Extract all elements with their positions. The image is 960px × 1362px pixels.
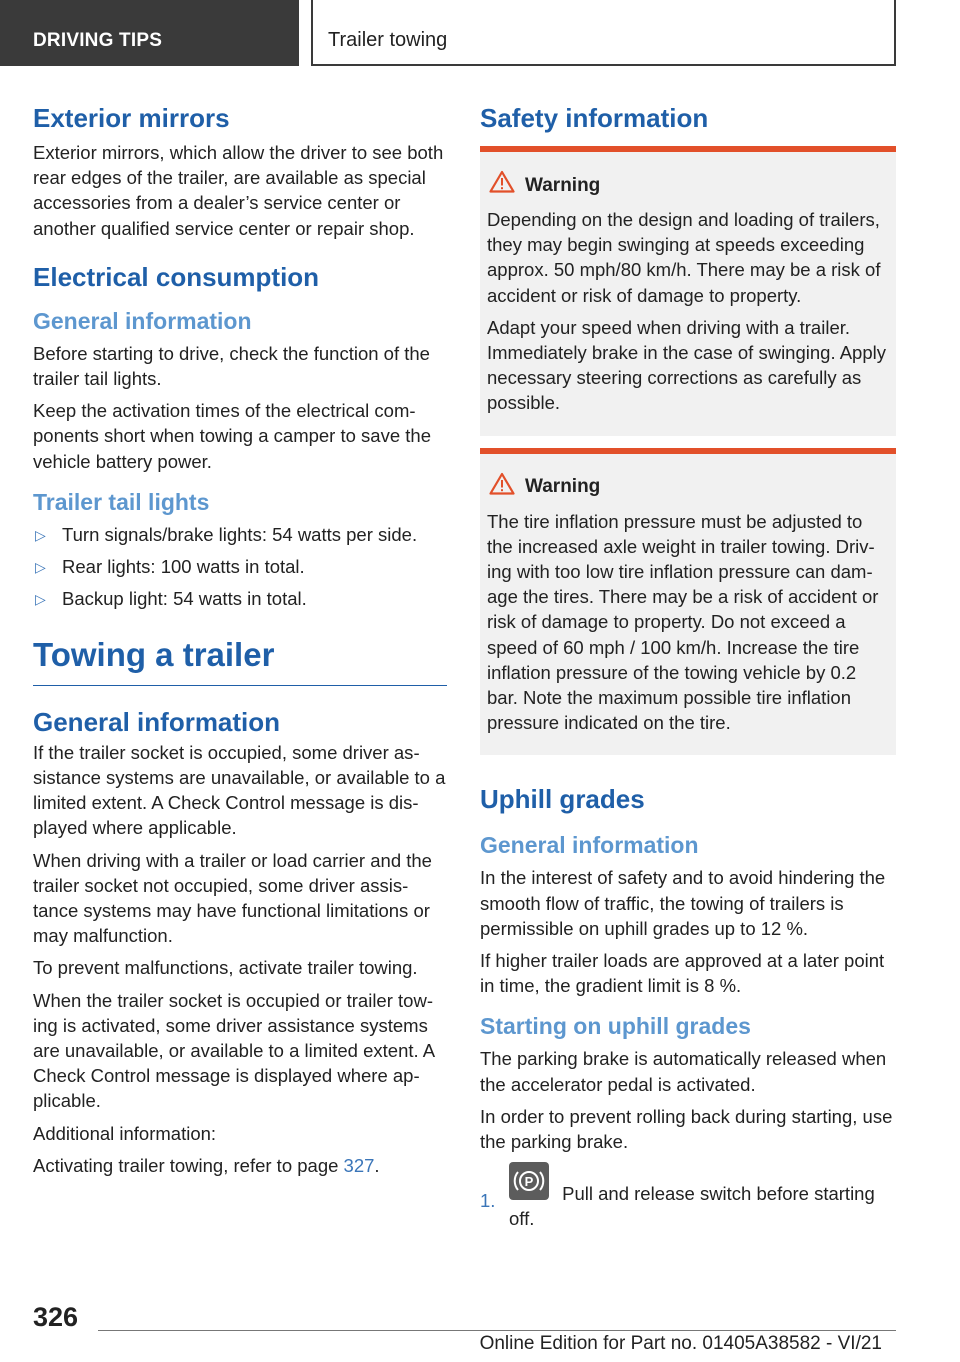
- heading-towing-a-trailer: Towing a trailer: [33, 633, 447, 686]
- warning-label: Warning: [525, 476, 601, 498]
- page-number: 326: [33, 1302, 79, 1332]
- subheading-trailer-tail-lights: Trailer tail lights: [33, 488, 210, 515]
- subheading-general-information: General information: [33, 706, 281, 737]
- parking-brake-icon: [509, 1162, 549, 1200]
- subheading-general-information: General information: [33, 307, 252, 334]
- triangle-bullet-icon: ▷: [35, 590, 46, 607]
- heading-exterior-mirrors: Exterior mirrors: [33, 103, 230, 133]
- paragraph: Keep the activation times of the electrical components short when towing a camper to save the vehicle battery power.: [33, 400, 431, 472]
- list-item: ▷ Turn signals/brake lights: 54 watts per side.: [33, 522, 447, 547]
- paragraph: To prevent malfunctions, activate trailer towing.: [33, 957, 418, 979]
- tail-lights-list: [33, 522, 447, 611]
- triangle-bullet-icon: ▷: [35, 526, 46, 543]
- paragraph: If higher trailer loads are approved at a later point in time, the gradient limit is 8 %.: [480, 950, 885, 997]
- paragraph-page-reference: Activating trailer towing, refer to page 327.: [33, 1154, 380, 1176]
- heading-uphill-grades: Uphill grades: [480, 784, 645, 815]
- page-link[interactable]: 327: [343, 1154, 375, 1176]
- warning-triangle-icon: [487, 472, 525, 503]
- paragraph: In the interest of safety and to avoid hindering the smooth flow of traffic, the towing of trailers is permissible on uphill grades up to 12 %.: [480, 867, 886, 939]
- paragraph: Adapt your speed when driving with a trailer. Immediately brake in the case of swinging. Apply necessary steering corrections as carefully as possible.: [487, 316, 886, 414]
- paragraph: When the trailer socket is occupied or trailer towing is activated, some driver assistance systems are unavailable, or available to a limited extent. A Check Control message is displayed where applicable.: [33, 989, 435, 1112]
- warning-box: [480, 146, 896, 436]
- left-column: [33, 100, 447, 1185]
- paragraph: Exterior mirrors, which allow the driver to see both rear edges of the trailer, are available as special accessories from a dealer’s service center or another qualified service center or repair shop.: [33, 142, 444, 239]
- list-item: ▷ Rear lights: 100 watts in total.: [33, 554, 447, 579]
- paragraph: The tire inflation pressure must be adjusted to the increased axle weight in trailer towing. Driving with too low tire inflation pressure can damage the tires. There may be a risk of accident or risk of damage to property. Do not exceed a speed of 60 mph / 100 km/h. Increase the tire inflation pressure of the towing vehicle by 0.2 bar. Note the maximum possible tire inflation pressure indicated on the tire.: [487, 510, 879, 734]
- paragraph: Before starting to drive, check the function of the trailer tail lights.: [33, 342, 430, 390]
- triangle-bullet-icon: ▷: [35, 558, 46, 575]
- subheading-starting-on-uphill-grades: Starting on uphill grades: [480, 1013, 751, 1040]
- page-header: [0, 0, 960, 66]
- svg-text:P: P: [524, 1174, 534, 1190]
- paragraph: If the trailer socket is occupied, some driver assistance systems are unavailable, or available to a limited extent. A Check Control message is displayed where applicable.: [33, 741, 446, 839]
- list-item: [480, 1168, 896, 1231]
- footer-divider: [98, 1330, 896, 1331]
- right-column: [480, 100, 896, 1231]
- heading-electrical-consumption: Electrical consumption: [33, 261, 320, 292]
- subheading-general-information: General information: [480, 832, 699, 859]
- paragraph: In order to prevent rolling back during starting, use the parking brake.: [480, 1105, 893, 1153]
- paragraph: Depending on the design and loading of trailers, they may begin swinging at speeds exceeding approx. 50 mph/80 km/h. There may be a risk of accident or risk of damage to property.: [487, 209, 881, 306]
- step-text: Pull and release switch before starting off.: [509, 1183, 875, 1230]
- warning-label: Warning: [525, 174, 601, 196]
- steps-list: [480, 1168, 896, 1231]
- paragraph: When driving with a trailer or load carrier and the trailer socket not occupied, some driver assistance systems may have functional limitations or may malfunction.: [33, 849, 432, 947]
- chapter-title: Trailer towing: [311, 0, 896, 66]
- list-item: ▷ Backup light: 54 watts in total.: [33, 586, 447, 611]
- heading-safety-information: Safety information: [480, 103, 709, 133]
- edition-note: Online Edition for Part no. 01405A38582 - VI/21: [479, 1333, 882, 1354]
- paragraph: Additional information:: [33, 1122, 217, 1144]
- step-number: 1.: [480, 1190, 496, 1212]
- section-tab: DRIVING TIPS: [0, 0, 299, 66]
- paragraph: The parking brake is automatically released when the accelerator pedal is activated.: [480, 1048, 887, 1095]
- warning-triangle-icon: [487, 170, 525, 201]
- warning-box: [480, 448, 896, 756]
